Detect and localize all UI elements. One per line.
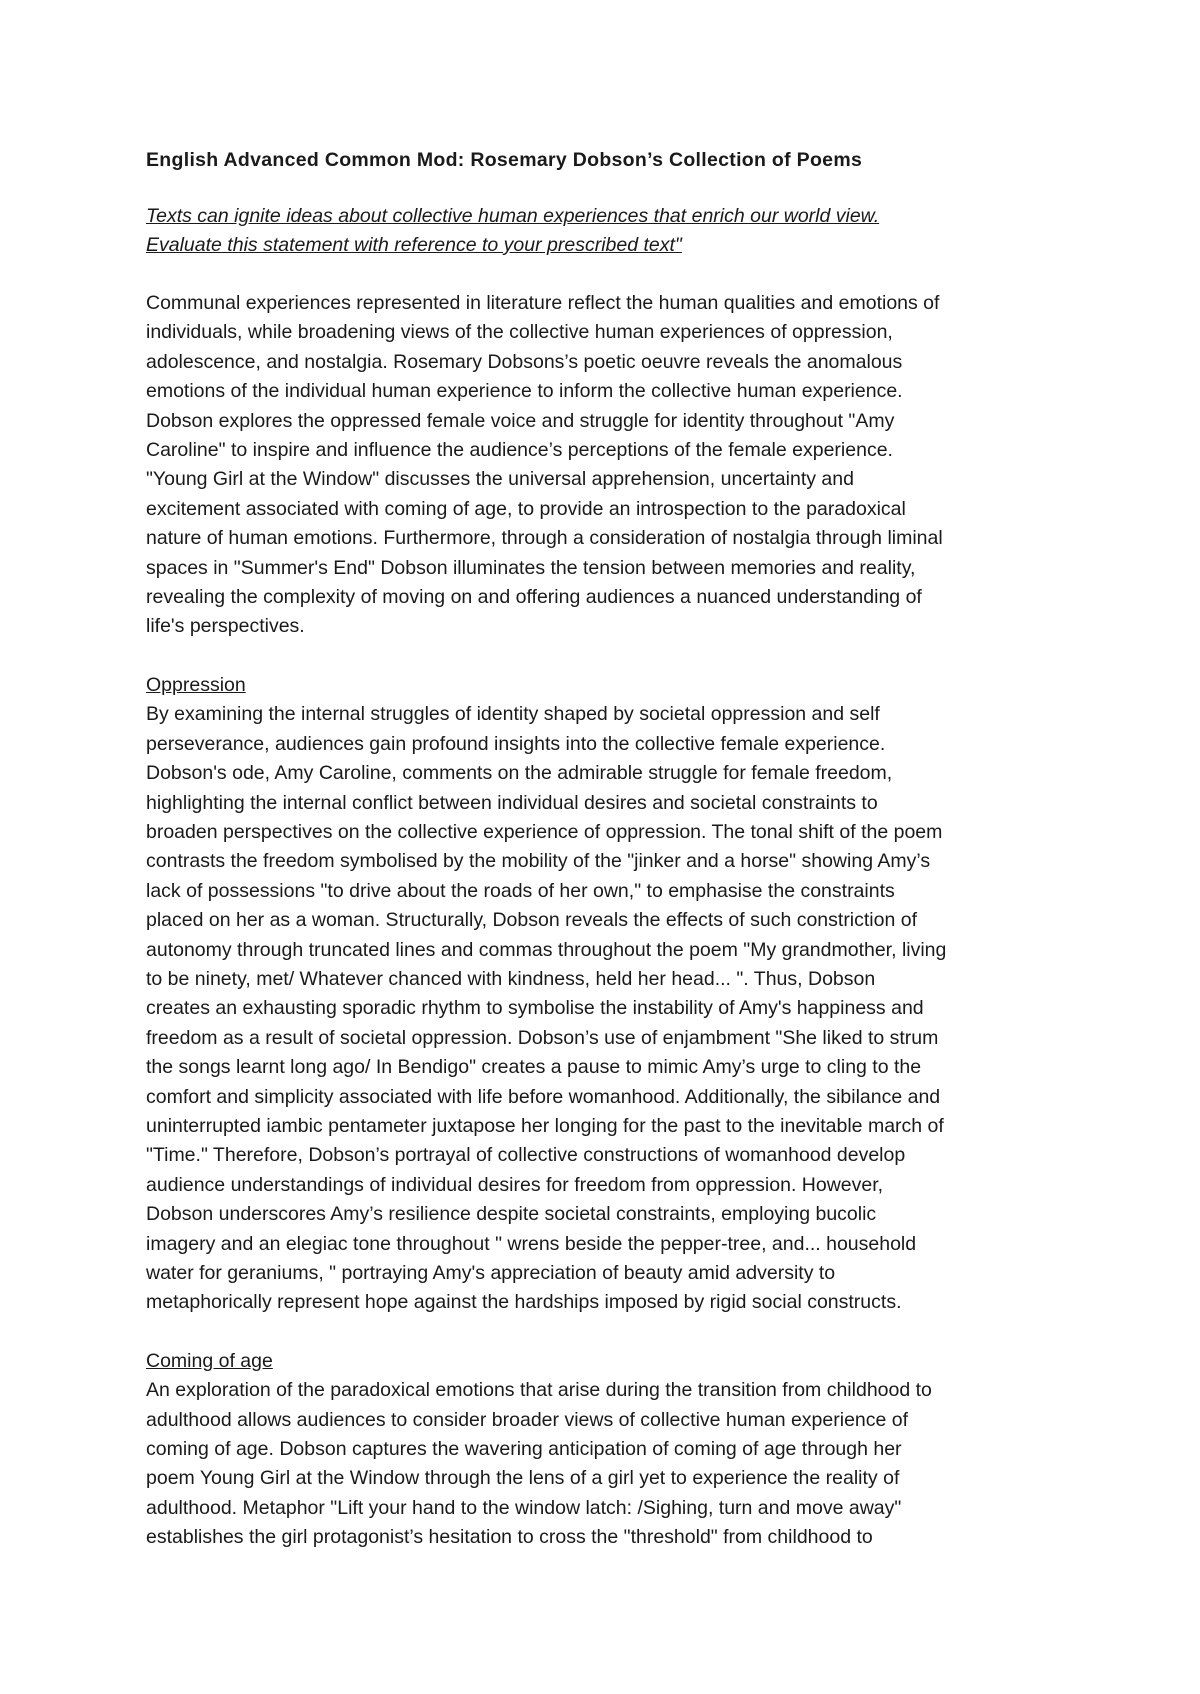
oppression-heading: Oppression bbox=[146, 673, 246, 696]
text-line: broaden perspectives on the collective experience of oppression. The tonal shift of the poem bbox=[146, 820, 943, 843]
text-line: revealing the complexity of moving on and offering audiences a nuanced understanding of bbox=[146, 586, 922, 609]
text-line: life's perspectives. bbox=[146, 615, 305, 638]
text-line: lack of possessions "to drive about the roads of her own," to emphasise the constraints bbox=[146, 879, 895, 902]
text-line: highlighting the internal conflict between individual desires and societal constraints to bbox=[146, 791, 878, 814]
text-line: individuals, while broadening views of the collective human experiences of oppression, bbox=[146, 321, 893, 344]
text-line: freedom as a result of societal oppression. Dobson’s use of enjambment "She liked to strum bbox=[146, 1026, 939, 1049]
text-line: excitement associated with coming of age, to provide an introspection to the paradoxical bbox=[146, 497, 906, 520]
text-line: "Young Girl at the Window" discusses the universal apprehension, uncertainty and bbox=[146, 468, 854, 491]
text-line: to be ninety, met/ Whatever chanced with kindness, held her head... ". Thus, Dobson bbox=[146, 967, 876, 990]
prompt-line: Texts can ignite ideas about collective human experiences that enrich our world view. bbox=[146, 205, 880, 227]
essay-prompt bbox=[146, 202, 1076, 260]
text-line: Dobson underscores Amy’s resilience despite societal constraints, employing bucolic bbox=[146, 1203, 877, 1226]
text-line: An exploration of the paradoxical emotions that arise during the transition from childhood to bbox=[146, 1379, 932, 1402]
text-line: placed on her as a woman. Structurally, Dobson reveals the effects of such constriction of bbox=[146, 909, 918, 932]
text-line: the songs learnt long ago/ In Bendigo" creates a pause to mimic Amy’s urge to cling to the bbox=[146, 1056, 922, 1079]
text-line: establishes the girl protagonist’s hesitation to cross the "threshold" from childhood to bbox=[146, 1526, 873, 1549]
text-line: uninterrupted iambic pentameter juxtapose her longing for the past to the inevitable march of bbox=[146, 1114, 944, 1137]
text-line: metaphorically represent hope against the hardships imposed by rigid social constructs. bbox=[146, 1291, 902, 1314]
text-line: audience understandings of individual desires for freedom from oppression. However, bbox=[146, 1173, 884, 1196]
prompt-line: Evaluate this statement with reference to your prescribed text" bbox=[146, 234, 682, 256]
coming-of-age-paragraph bbox=[146, 1376, 1076, 1552]
text-line: Dobson explores the oppressed female voice and struggle for identity throughout "Amy bbox=[146, 409, 895, 432]
text-line: adulthood. Metaphor "Lift your hand to the window latch: /Sighing, turn and move away" bbox=[146, 1496, 902, 1519]
text-line: water for geraniums, " portraying Amy's appreciation of beauty amid adversity to bbox=[146, 1262, 836, 1284]
text-line: poem Young Girl at the Window through the lens of a girl yet to experience the reality of bbox=[146, 1467, 900, 1490]
text-line: imagery and an elegiac tone throughout " wrens beside the pepper-tree, and... household bbox=[146, 1232, 917, 1255]
document-title: English Advanced Common Mod: Rosemary Dobson’s Collection of Poems bbox=[146, 149, 863, 171]
text-line: By examining the internal struggles of identity shaped by societal oppression and self bbox=[146, 703, 880, 726]
text-line: Dobson's ode, Amy Caroline, comments on the admirable struggle for female freedom, bbox=[146, 762, 893, 785]
coming-of-age-heading: Coming of age bbox=[146, 1349, 273, 1372]
text-line: nature of human emotions. Furthermore, through a consideration of nostalgia through liminal bbox=[146, 527, 943, 550]
text-line: "Time." Therefore, Dobson’s portrayal of collective constructions of womanhood develop bbox=[146, 1144, 906, 1167]
text-line: Communal experiences represented in literature reflect the human qualities and emotions of bbox=[146, 292, 940, 314]
oppression-paragraph bbox=[146, 700, 1076, 1318]
text-line: adolescence, and nostalgia. Rosemary Dobsons’s poetic oeuvre reveals the anomalous bbox=[146, 350, 903, 373]
introduction-paragraph bbox=[146, 289, 1076, 642]
text-line: autonomy through truncated lines and commas throughout the poem "My grandmother, living bbox=[146, 938, 947, 961]
text-line: emotions of the individual human experience to inform the collective human experience. bbox=[146, 380, 903, 403]
document-page bbox=[146, 146, 1076, 1553]
text-line: spaces in "Summer's End" Dobson illuminates the tension between memories and reality, bbox=[146, 556, 916, 579]
text-line: coming of age. Dobson captures the wavering anticipation of coming of age through her bbox=[146, 1438, 902, 1461]
text-line: creates an exhausting sporadic rhythm to symbolise the instability of Amy's happiness and bbox=[146, 997, 924, 1020]
text-line: comfort and simplicity associated with life before womanhood. Additionally, the sibilance and bbox=[146, 1085, 941, 1108]
text-line: contrasts the freedom symbolised by the mobility of the "jinker and a horse" showing Amy’s bbox=[146, 850, 931, 873]
text-line: adulthood allows audiences to consider broader views of collective human experience of bbox=[146, 1408, 909, 1431]
text-line: Caroline" to inspire and influence the audience’s perceptions of the female experience. bbox=[146, 439, 893, 462]
text-line: perseverance, audiences gain profound insights into the collective female experience. bbox=[146, 732, 886, 755]
